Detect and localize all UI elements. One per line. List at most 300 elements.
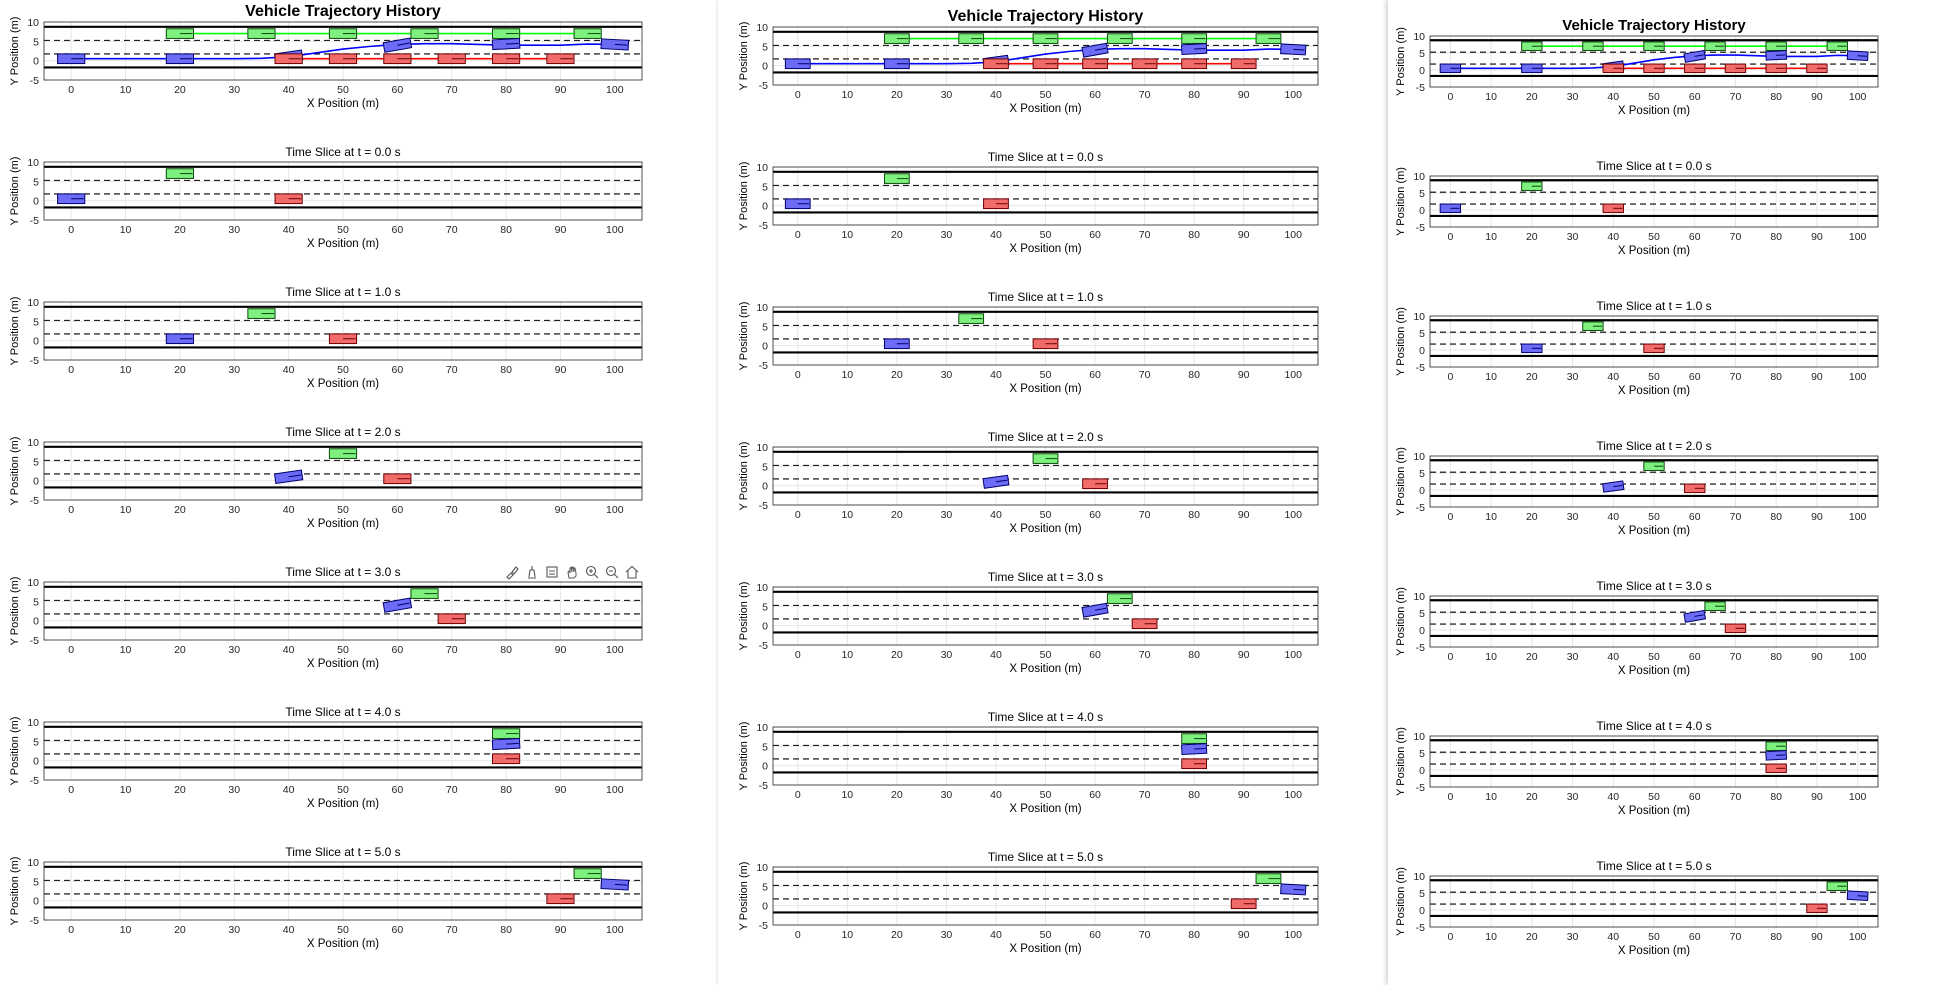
axes-panel-5: [738, 710, 1318, 815]
y-tick-label: 10: [27, 857, 39, 869]
x-tick-label: 30: [1566, 231, 1579, 243]
x-tick-label: 50: [1648, 931, 1660, 943]
y-tick-label: -5: [1415, 782, 1425, 794]
y-tick-label: 5: [33, 176, 39, 189]
x-tick-label: 50: [337, 364, 349, 376]
y-axis-label: Y Position (m): [738, 581, 750, 651]
lead-vehicle-box: [884, 34, 909, 44]
x-tick-label: 40: [282, 364, 295, 376]
x-tick-label: 20: [1525, 931, 1538, 943]
x-tick-label: 30: [940, 229, 953, 241]
y-tick-label: 5: [762, 741, 768, 754]
axes-panel-1: [1395, 159, 1878, 257]
x-tick-label: 90: [1237, 509, 1250, 521]
ego-vehicle-box: [492, 39, 520, 50]
x-tick-label: 30: [940, 929, 953, 941]
x-tick-label: 0: [794, 649, 801, 661]
y-tick-label: 10: [27, 717, 39, 729]
x-tick-label: 10: [119, 84, 132, 96]
x-tick-label: 40: [990, 89, 1002, 101]
x-tick-label: 20: [174, 644, 186, 656]
y-tick-label: 0: [33, 475, 39, 488]
y-tick-label: 0: [33, 615, 39, 628]
x-tick-label: 100: [1848, 511, 1867, 523]
x-tick-label: 70: [445, 644, 458, 656]
x-tick-label: 100: [1848, 791, 1867, 803]
x-tick-label: 90: [1811, 231, 1823, 243]
slow-vehicle-box: [1725, 64, 1745, 73]
figure-middle-canvas: [718, 0, 1390, 985]
x-tick-label: 100: [606, 364, 624, 376]
x-tick-label: 40: [1607, 931, 1620, 943]
ego-vehicle-box: [1440, 64, 1460, 73]
y-tick-label: 0: [762, 60, 768, 73]
y-tick-label: -5: [29, 215, 39, 227]
y-tick-label: -5: [758, 220, 768, 232]
ego-vehicle-box: [1281, 44, 1306, 55]
slow-vehicle-box: [1807, 904, 1827, 913]
x-tick-label: 40: [990, 649, 1002, 661]
lead-vehicle-box: [166, 29, 193, 39]
y-axis-label: Y Position (m): [9, 296, 21, 366]
y-tick-label: 0: [1419, 205, 1425, 217]
y-axis-label: Y Position (m): [9, 436, 21, 506]
x-tick-label: 80: [1188, 229, 1200, 241]
x-tick-label: 40: [282, 644, 295, 656]
axes-panel-4: [1395, 579, 1878, 677]
x-tick-label: 60: [1688, 511, 1701, 523]
x-tick-label: 50: [337, 224, 349, 236]
slow-vehicle-box: [1644, 64, 1664, 73]
slow-vehicle-box: [1603, 204, 1623, 213]
chart-title: Vehicle Trajectory History: [245, 3, 441, 20]
home-icon: [624, 564, 640, 580]
lead-vehicle-box: [411, 29, 438, 39]
x-tick-label: 10: [841, 89, 854, 101]
x-tick-label: 50: [1039, 229, 1052, 241]
x-tick-label: 60: [1688, 931, 1701, 943]
x-tick-label: 0: [794, 229, 801, 241]
lead-vehicle-box: [959, 34, 984, 44]
y-tick-label: -5: [29, 495, 39, 507]
lead-vehicle-box: [1644, 462, 1664, 471]
lead-vehicle-box: [574, 29, 601, 39]
x-axis-label: X Position (m): [1617, 525, 1691, 537]
x-tick-label: 10: [841, 929, 854, 941]
ego-vehicle-box: [785, 199, 810, 209]
chart-title: Vehicle Trajectory History: [1562, 17, 1746, 34]
y-axis-label: Y Position (m): [9, 856, 21, 926]
x-tick-label: 40: [990, 369, 1002, 381]
x-tick-label: 90: [1811, 371, 1823, 383]
ego-heading-line: [1293, 889, 1304, 890]
x-tick-label: 40: [1607, 91, 1620, 103]
y-axis-label: Y Position (m): [1395, 587, 1407, 656]
y-tick-label: 5: [762, 41, 768, 54]
zoom-in-button[interactable]: [583, 563, 601, 581]
ego-vehicle-box: [1522, 344, 1542, 353]
x-tick-label: 0: [68, 924, 75, 936]
x-tick-label: 10: [119, 924, 132, 936]
lead-vehicle-box: [1107, 34, 1132, 44]
slow-vehicle-box: [1644, 344, 1664, 353]
x-tick-label: 50: [1039, 789, 1052, 801]
x-tick-label: 100: [606, 924, 624, 936]
y-axis-label: Y Position (m): [738, 861, 750, 931]
y-tick-label: 0: [1419, 65, 1425, 77]
y-tick-label: 5: [33, 36, 39, 49]
lead-vehicle-box: [1182, 34, 1207, 44]
axes-panel-3: [738, 430, 1318, 535]
x-tick-label: 60: [1688, 791, 1701, 803]
lead-vehicle-box: [329, 449, 356, 459]
x-tick-label: 70: [1138, 929, 1151, 941]
y-tick-label: 0: [33, 755, 39, 768]
x-tick-label: 10: [841, 789, 854, 801]
axes-panel-4: [738, 570, 1318, 675]
x-tick-label: 10: [119, 784, 132, 796]
slow-vehicle-box: [493, 54, 520, 64]
x-tick-label: 0: [1447, 931, 1454, 943]
x-tick-label: 80: [1188, 369, 1200, 381]
x-tick-label: 60: [391, 224, 404, 236]
x-tick-label: 20: [1525, 651, 1538, 663]
x-tick-label: 20: [174, 924, 186, 936]
restore-view-button[interactable]: [543, 563, 561, 581]
x-tick-label: 20: [174, 224, 186, 236]
x-tick-label: 10: [841, 369, 854, 381]
y-tick-label: 5: [1419, 608, 1425, 620]
lead-vehicle-box: [1766, 42, 1786, 51]
x-tick-label: 10: [841, 509, 854, 521]
x-tick-label: 30: [1566, 371, 1579, 383]
x-tick-label: 80: [1188, 789, 1200, 801]
x-tick-label: 30: [940, 369, 953, 381]
subplot-title: Time Slice at t = 2.0 s: [987, 430, 1104, 444]
x-tick-label: 90: [1237, 89, 1250, 101]
y-tick-label: 10: [756, 22, 768, 34]
subplot-title: Time Slice at t = 0.0 s: [987, 150, 1104, 164]
x-tick-label: 40: [1607, 511, 1620, 523]
x-tick-label: 30: [228, 784, 241, 796]
y-tick-label: 10: [27, 437, 39, 449]
subplot-title: Time Slice at t = 4.0 s: [987, 710, 1104, 724]
x-tick-label: 20: [891, 509, 903, 521]
x-tick-label: 0: [68, 224, 75, 236]
x-tick-label: 90: [1237, 789, 1250, 801]
x-tick-label: 50: [1648, 651, 1660, 663]
ego-heading-line: [1194, 748, 1205, 749]
x-tick-label: 50: [1648, 791, 1660, 803]
y-tick-label: 10: [756, 582, 768, 594]
x-tick-label: 60: [1089, 789, 1101, 801]
lead-vehicle-box: [1705, 42, 1725, 51]
y-tick-label: -5: [758, 80, 768, 92]
x-tick-label: 60: [1089, 229, 1101, 241]
x-tick-label: 60: [1089, 89, 1101, 101]
x-tick-label: 40: [282, 224, 295, 236]
x-tick-label: 10: [1485, 371, 1497, 383]
x-tick-label: 80: [500, 84, 512, 96]
ego-heading-line: [615, 44, 628, 45]
x-axis-label: X Position (m): [1617, 105, 1691, 117]
y-tick-label: 10: [756, 862, 768, 874]
x-tick-label: 20: [891, 649, 903, 661]
y-tick-label: 10: [756, 302, 768, 314]
x-tick-label: 80: [500, 644, 512, 656]
x-tick-label: 60: [391, 84, 404, 96]
y-axis-label: Y Position (m): [1395, 27, 1407, 96]
subplot-title: Time Slice at t = 0.0 s: [285, 145, 401, 159]
x-tick-label: 70: [445, 364, 458, 376]
data-tips-icon: [524, 564, 540, 580]
x-tick-label: 90: [554, 644, 567, 656]
axes-panel-0: [9, 3, 642, 110]
x-tick-label: 90: [554, 224, 567, 236]
x-tick-label: 80: [1770, 791, 1783, 803]
y-tick-label: 10: [756, 442, 768, 454]
zoom-out-button[interactable]: [603, 563, 621, 581]
x-axis-label: X Position (m): [1009, 243, 1082, 255]
lead-vehicle-box: [1256, 874, 1281, 884]
x-tick-label: 100: [1284, 929, 1302, 941]
chart-title: Vehicle Trajectory History: [947, 8, 1144, 25]
x-axis-label: X Position (m): [306, 518, 380, 530]
x-axis-label: X Position (m): [1617, 805, 1691, 817]
x-axis-label: X Position (m): [306, 378, 380, 390]
lead-vehicle-box: [329, 29, 356, 39]
subplot-title: Time Slice at t = 5.0 s: [1596, 859, 1712, 873]
figure-window-left: [0, 0, 720, 985]
axes-panel-1: [9, 145, 642, 250]
x-axis-label: X Position (m): [1009, 103, 1082, 115]
x-tick-label: 0: [68, 84, 75, 96]
y-tick-label: 0: [33, 55, 39, 68]
zoom-out-icon: [604, 564, 620, 580]
y-tick-label: -5: [29, 635, 39, 647]
pan-hand-button[interactable]: [563, 563, 581, 581]
slow-vehicle-box: [493, 754, 520, 764]
x-tick-label: 50: [1039, 509, 1052, 521]
slow-vehicle-box: [1033, 339, 1058, 349]
slow-vehicle-box: [984, 199, 1009, 209]
x-tick-label: 80: [1770, 651, 1783, 663]
x-tick-label: 60: [391, 644, 404, 656]
x-axis-label: X Position (m): [1617, 945, 1691, 957]
x-tick-label: 90: [1237, 649, 1250, 661]
y-tick-label: -5: [758, 500, 768, 512]
brush-icon: [504, 564, 520, 580]
ego-vehicle-box: [166, 54, 193, 64]
x-tick-label: 60: [1688, 231, 1701, 243]
y-tick-label: 0: [762, 620, 768, 633]
ego-vehicle-box: [58, 194, 85, 204]
x-tick-label: 30: [940, 89, 953, 101]
x-tick-label: 70: [1138, 369, 1151, 381]
slow-vehicle-box: [1132, 59, 1157, 69]
x-axis-label: X Position (m): [306, 238, 380, 250]
y-axis-label: Y Position (m): [9, 576, 21, 646]
x-tick-label: 50: [337, 504, 349, 516]
x-tick-label: 50: [1648, 511, 1660, 523]
lead-vehicle-box: [1256, 34, 1281, 44]
figure-left-canvas: [0, 0, 720, 985]
y-axis-label: Y Position (m): [1395, 167, 1407, 236]
lead-vehicle-box: [1522, 42, 1542, 51]
ego-vehicle-box: [1281, 884, 1306, 895]
y-axis-label: Y Position (m): [738, 21, 750, 91]
data-tips-button[interactable]: [523, 563, 541, 581]
x-tick-label: 40: [990, 509, 1002, 521]
x-tick-label: 30: [228, 364, 241, 376]
x-tick-label: 30: [228, 504, 241, 516]
x-tick-label: 80: [1188, 89, 1200, 101]
lead-vehicle-box: [1583, 42, 1603, 51]
y-axis-label: Y Position (m): [1395, 867, 1407, 936]
x-tick-label: 100: [1284, 229, 1302, 241]
ego-heading-line: [1293, 49, 1304, 50]
x-tick-label: 10: [119, 364, 132, 376]
x-axis-label: X Position (m): [1617, 665, 1691, 677]
x-tick-label: 20: [174, 504, 186, 516]
x-tick-label: 60: [1688, 91, 1701, 103]
x-tick-label: 70: [1729, 791, 1742, 803]
lead-vehicle-box: [493, 29, 520, 39]
x-tick-label: 80: [500, 364, 512, 376]
figure-right-canvas: [1388, 0, 1940, 985]
axes-panel-6: [9, 845, 642, 950]
x-tick-label: 90: [1811, 91, 1823, 103]
slow-vehicle-box: [1231, 59, 1256, 69]
x-tick-label: 90: [1237, 229, 1250, 241]
ego-heading-line: [506, 43, 519, 44]
x-axis-label: X Position (m): [1617, 245, 1691, 257]
x-tick-label: 0: [68, 504, 75, 516]
x-tick-label: 100: [606, 644, 624, 656]
x-tick-label: 100: [606, 224, 624, 236]
slow-vehicle-box: [384, 474, 411, 484]
x-tick-label: 20: [1525, 511, 1538, 523]
x-tick-label: 30: [1566, 791, 1579, 803]
x-tick-label: 0: [1447, 651, 1454, 663]
x-tick-label: 80: [1770, 371, 1783, 383]
x-tick-label: 70: [1138, 789, 1151, 801]
subplot-title: Time Slice at t = 4.0 s: [285, 705, 401, 719]
slow-vehicle-box: [547, 54, 574, 64]
slow-vehicle-box: [1182, 759, 1207, 769]
x-tick-label: 80: [1770, 91, 1783, 103]
y-tick-label: 5: [1419, 188, 1425, 200]
x-tick-label: 60: [1089, 509, 1101, 521]
x-tick-label: 80: [500, 504, 512, 516]
subplot-title: Time Slice at t = 1.0 s: [987, 290, 1104, 304]
home-button[interactable]: [623, 563, 641, 581]
figure-window-right: [1388, 0, 1940, 985]
x-tick-label: 40: [1607, 371, 1620, 383]
x-tick-label: 30: [1566, 511, 1579, 523]
y-tick-label: -5: [758, 640, 768, 652]
subplot-title: Time Slice at t = 5.0 s: [285, 845, 401, 859]
x-tick-label: 90: [1811, 931, 1823, 943]
subplot-title: Time Slice at t = 3.0 s: [987, 570, 1104, 584]
x-tick-label: 50: [1648, 231, 1660, 243]
x-tick-label: 0: [1447, 511, 1454, 523]
ego-vehicle-box: [1182, 744, 1207, 755]
slow-vehicle-box: [1766, 764, 1786, 773]
slow-vehicle-box: [547, 894, 574, 904]
slow-vehicle-box: [1083, 479, 1108, 489]
y-tick-label: 5: [33, 456, 39, 469]
slow-vehicle-box: [1807, 64, 1827, 73]
ego-vehicle-box: [1766, 751, 1787, 761]
lead-vehicle-box: [1107, 594, 1132, 604]
y-tick-label: -5: [1415, 82, 1425, 94]
x-tick-label: 80: [1770, 931, 1783, 943]
x-tick-label: 50: [337, 84, 349, 96]
y-tick-label: 10: [27, 157, 39, 169]
lead-vehicle-box: [1705, 602, 1725, 611]
y-tick-label: 10: [756, 722, 768, 734]
x-axis-label: X Position (m): [1009, 943, 1082, 955]
x-tick-label: 60: [391, 924, 404, 936]
x-tick-label: 90: [1811, 651, 1823, 663]
x-tick-label: 40: [1607, 651, 1620, 663]
x-tick-label: 70: [1729, 231, 1742, 243]
x-tick-label: 50: [337, 784, 349, 796]
x-axis-label: X Position (m): [306, 658, 380, 670]
lead-vehicle-box: [1033, 454, 1058, 464]
x-tick-label: 90: [554, 924, 567, 936]
brush-button[interactable]: [503, 563, 521, 581]
y-tick-label: 5: [33, 596, 39, 609]
y-axis-label: Y Position (m): [738, 161, 750, 231]
x-tick-label: 20: [174, 364, 186, 376]
ego-vehicle-box: [492, 739, 520, 750]
x-tick-label: 100: [606, 504, 624, 516]
y-tick-label: 0: [762, 760, 768, 773]
x-tick-label: 80: [1770, 511, 1783, 523]
x-tick-label: 60: [1688, 651, 1701, 663]
x-tick-label: 20: [1525, 371, 1538, 383]
axes-panel-0: [738, 8, 1318, 115]
x-tick-label: 100: [606, 84, 624, 96]
x-tick-label: 20: [1525, 231, 1538, 243]
x-tick-label: 0: [794, 89, 801, 101]
y-tick-label: 10: [27, 297, 39, 309]
lead-vehicle-box: [248, 29, 275, 39]
x-tick-label: 100: [1284, 789, 1302, 801]
slow-vehicle-box: [1766, 64, 1786, 73]
x-tick-label: 10: [841, 649, 854, 661]
lead-vehicle-box: [1827, 882, 1847, 891]
y-tick-label: 5: [33, 736, 39, 749]
x-tick-label: 40: [282, 924, 295, 936]
x-tick-label: 30: [1566, 651, 1579, 663]
figure-window-middle: [718, 0, 1390, 985]
ego-vehicle-box: [884, 59, 909, 69]
x-tick-label: 70: [445, 784, 458, 796]
ego-vehicle-box: [601, 39, 629, 50]
x-tick-label: 100: [1848, 91, 1867, 103]
x-tick-label: 40: [1607, 231, 1620, 243]
slow-vehicle-box: [329, 54, 356, 64]
y-axis-label: Y Position (m): [9, 716, 21, 786]
lead-vehicle-box: [1766, 742, 1786, 751]
ego-vehicle-box: [884, 339, 909, 349]
x-tick-label: 100: [1284, 509, 1302, 521]
x-tick-label: 10: [1485, 91, 1497, 103]
x-tick-label: 60: [1089, 929, 1101, 941]
